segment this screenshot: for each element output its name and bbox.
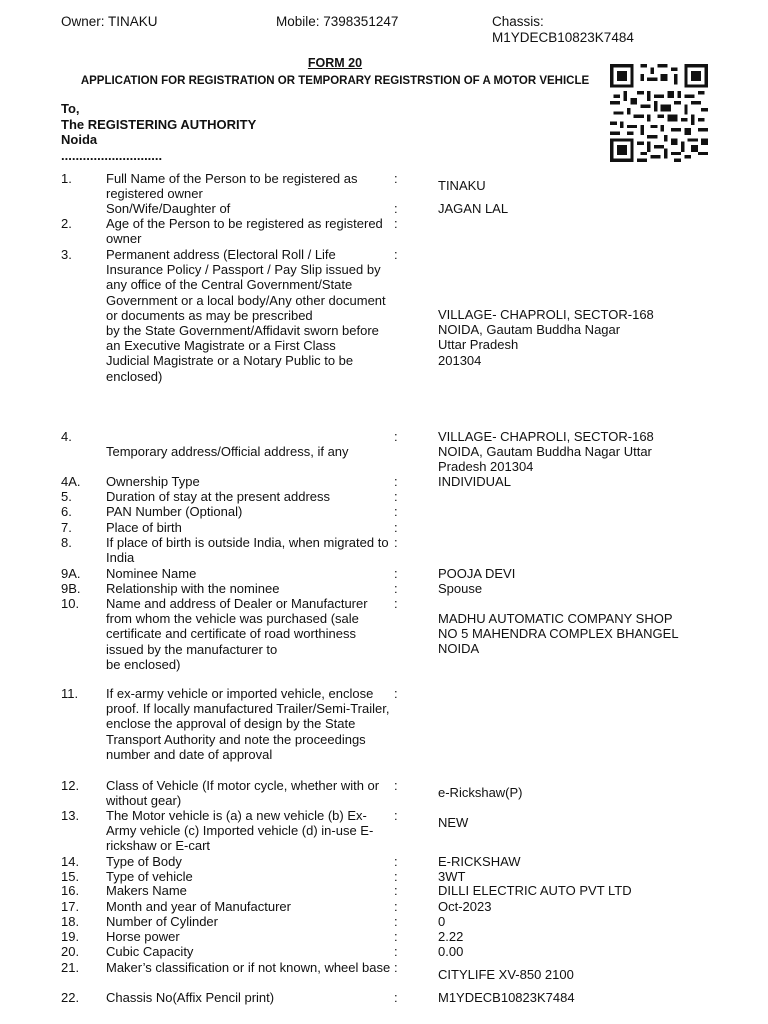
row-colon: : [394,216,398,231]
row-colon: : [394,201,398,216]
row-colon: : [394,566,398,581]
row-colon: : [394,489,398,504]
row-colon: : [394,504,398,519]
row-number: 20. [61,944,80,959]
row-value: 0.00 [438,944,464,959]
row-label: Chassis No(Affix Pencil print) [106,990,275,1005]
row-label: Duration of stay at the present address [106,489,331,504]
row-label: Relationship with the nominee [106,581,280,596]
row-value: 2.22 [438,929,464,944]
dots-line: ............................ [61,147,163,163]
row-number: 10. [61,596,80,611]
row-label: Age of the Person to be registered as registered owner [106,216,383,247]
row-number: 13. [61,808,80,823]
row-number: 15. [61,869,80,884]
row-colon: : [394,960,398,975]
row-label: Horse power [106,929,180,944]
row-label: If ex-army vehicle or imported vehicle, enclose proof. If locally manufactured Trailer/Semi-Trailer, enclose the approval of design by the State Transport Authority and note the proceedings number and date of approval [106,686,390,762]
row-colon: : [394,990,398,1005]
row-value: VILLAGE- CHAPROLI, SECTOR-168 NOIDA, Gautam Buddha Nagar Uttar Pradesh 201304 [438,429,654,475]
row-label: Place of birth [106,520,182,535]
row-label: Permanent address (Electoral Roll / Life Insurance Policy / Passport / Pay Slip issued by any office of the Central Government/State Government or a local body/Any other document or documents as may be prescribed by the State Government/Affidavit sworn before an Executive Magistrate or a First Class Judicial Magistrate or a Notary Public to be enclosed) [106,247,386,384]
row-number: 18. [61,914,80,929]
row-label: Makers Name [106,883,187,898]
row-colon: : [394,808,398,823]
row-colon: : [394,535,398,550]
row-label: Month and year of Manufacturer [106,899,291,914]
row-value: 3WT [438,869,466,884]
row-label: If place of birth is outside India, when migrated to India [106,535,389,566]
row-colon: : [394,520,398,535]
addressee-block [61,101,256,163]
row-label: PAN Number (Optional) [106,504,243,519]
row-label: Number of Cylinder [106,914,218,929]
row-value: JAGAN LAL [438,201,509,216]
row-colon: : [394,778,398,793]
row-value: NEW [438,815,469,830]
row-colon: : [394,596,398,611]
row-label: Cubic Capacity [106,944,194,959]
row-value: M1YDECB10823K7484 [438,990,575,1005]
row-number: 9A. [61,566,81,581]
authority-text: The REGISTERING AUTHORITY [61,116,257,132]
row-colon: : [394,883,398,898]
row-number: 22. [61,990,80,1005]
chassis-value: M1YDECB10823K7484 [492,30,634,45]
row-label: Type of Body [106,854,182,869]
row-value: CITYLIFE XV-850 2100 [438,967,574,982]
row-label: Son/Wife/Daughter of [106,201,231,216]
row-label: Temporary address/Official address, if any [106,444,349,459]
to-text: To, [61,101,80,116]
row-colon: : [394,581,398,596]
row-label: Nominee Name [106,566,197,581]
chassis-label: Chassis: [492,14,544,29]
row-value: TINAKU [438,178,486,193]
row-value: MADHU AUTOMATIC COMPANY SHOP NO 5 MAHENDRA COMPLEX BHANGEL NOIDA [438,611,679,657]
row-label: The Motor vehicle is (a) a new vehicle (b) Ex-Army vehicle (c) Imported vehicle (d) in-use E-rickshaw or E-cart [106,808,374,854]
row-number: 11. [61,686,79,701]
row-label: Full Name of the Person to be registered as registered owner [106,171,358,202]
row-value: DILLI ELECTRIC AUTO PVT LTD [438,883,632,898]
row-number: 4A. [61,474,81,489]
row-colon: : [394,929,398,944]
row-number: 3. [61,247,72,262]
row-value: POOJA DEVI [438,566,516,581]
row-label: Maker’s classification or if not known, wheel base [106,960,391,975]
row-value: Oct-2023 [438,899,492,914]
row-number: 14. [61,854,80,869]
row-number: 8. [61,535,72,550]
row-value: Spouse [438,581,483,596]
owner-text: Owner: TINAKU [61,14,158,29]
row-number: 17. [61,899,80,914]
row-number: 19. [61,929,80,944]
row-value: E-RICKSHAW [438,854,521,869]
row-label: Ownership Type [106,474,200,489]
row-number: 21. [61,960,80,975]
row-number: 1. [61,171,72,186]
row-value: VILLAGE- CHAPROLI, SECTOR-168 NOIDA, Gautam Buddha Nagar Uttar Pradesh 201304 [438,307,654,368]
row-colon: : [394,686,398,701]
row-label: Name and address of Dealer or Manufacturer from whom the vehicle was purchased (sale certificate and certificate of road worthiness issued by the manufacturer to be enclosed) [106,596,368,672]
row-colon: : [394,429,398,444]
row-colon: : [394,171,398,186]
form-title: FORM 20 [307,56,363,70]
row-number: 7. [61,520,72,535]
row-number: 2. [61,216,72,231]
row-colon: : [394,474,398,489]
row-value: e-Rickshaw(P) [438,785,523,800]
row-colon: : [394,914,398,929]
row-label: Type of vehicle [106,869,193,884]
city-text: Noida [61,132,98,147]
row-value: INDIVIDUAL [438,474,511,489]
qr-code-icon [608,64,710,162]
row-colon: : [394,944,398,959]
row-colon: : [394,869,398,884]
row-number: 12. [61,778,80,793]
mobile-text: Mobile: 7398351247 [276,14,399,29]
row-number: 9B. [61,581,81,596]
row-number: 16. [61,883,80,898]
row-value: 0 [438,914,446,929]
row-number: 5. [61,489,72,504]
row-colon: : [394,899,398,914]
row-label: Class of Vehicle (If motor cycle, whether with or without gear) [106,778,380,809]
form-subtitle: APPLICATION FOR REGISTRATION OR TEMPORARY REGISTRSTION OF A MOTOR VEHICLE [80,75,590,87]
row-number: 4. [61,429,72,444]
row-colon: : [394,247,398,262]
row-number: 6. [61,504,72,519]
row-colon: : [394,854,398,869]
